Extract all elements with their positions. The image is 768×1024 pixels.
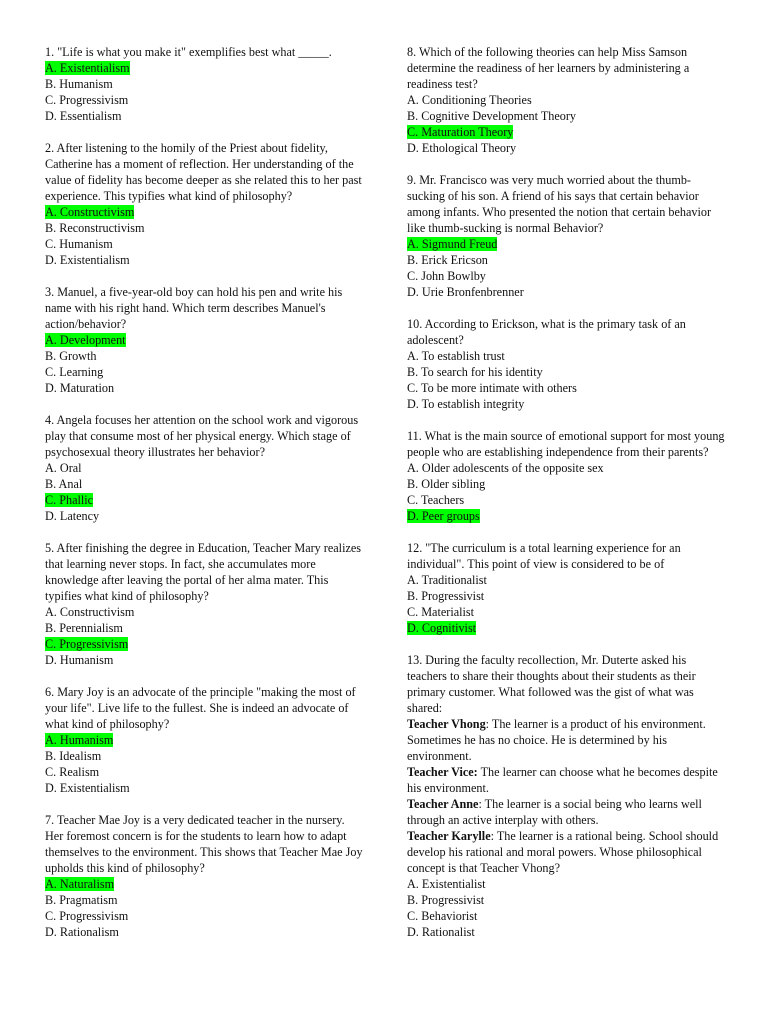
highlighted-answer: D. Cognitivist	[407, 621, 477, 635]
highlighted-answer: A. Existentialism	[45, 61, 130, 75]
option-text: A. Traditionalist	[407, 573, 487, 587]
teacher-statement	[407, 796, 727, 828]
answer-option	[45, 92, 365, 108]
question-text: What is the main source of emotional support for most young people who are establishing independence from their parents?	[407, 429, 725, 459]
question-11	[407, 428, 727, 524]
question-stem	[45, 284, 365, 332]
answer-option	[407, 924, 727, 940]
option-text: A. To establish trust	[407, 349, 505, 363]
answer-option	[45, 60, 365, 76]
question-8	[407, 44, 727, 156]
answer-option	[45, 380, 365, 396]
answer-option	[45, 604, 365, 620]
teacher-statement	[407, 828, 727, 876]
option-text: C. Teachers	[407, 493, 465, 507]
answer-option	[45, 204, 365, 220]
question-stem	[407, 428, 727, 460]
option-text: D. Rationalism	[45, 925, 119, 939]
answer-option	[45, 252, 365, 268]
option-text: D. To establish integrity	[407, 397, 525, 411]
question-number: 4.	[45, 413, 55, 427]
option-text: B. Reconstructivism	[45, 221, 145, 235]
highlighted-answer: A. Sigmund Freud	[407, 237, 498, 251]
answer-option	[45, 108, 365, 124]
answer-option	[45, 636, 365, 652]
answer-option	[407, 508, 727, 524]
question-text: Angela focuses her attention on the school work and vigorous play that consume most of her physical energy. Which stage of psychosexual theory illustrates her behavior?	[45, 413, 359, 459]
option-text: A. Existentialist	[407, 877, 486, 891]
answer-option	[407, 124, 727, 140]
teacher-text: : The learner is a product of his environment. Sometimes he has no choice. He is determined by his environment.	[407, 717, 706, 763]
question-stem	[407, 44, 727, 92]
question-text: Mary Joy is an advocate of the principle "making the most of your life". Live life to the fullest. She is indeed an advocate of what kind of philosophy?	[45, 685, 356, 731]
answer-option	[45, 780, 365, 796]
answer-option	[45, 876, 365, 892]
answer-option	[45, 492, 365, 508]
option-text: D. Humanism	[45, 653, 114, 667]
teacher-statement	[407, 764, 727, 796]
answer-option	[45, 476, 365, 492]
question-10	[407, 316, 727, 412]
option-text: A. Constructivism	[45, 605, 135, 619]
option-text: B. Progressivist	[407, 893, 485, 907]
answer-option	[407, 620, 727, 636]
option-text: B. Perennialism	[45, 621, 123, 635]
answer-option	[407, 588, 727, 604]
question-text: During the faculty recollection, Mr. Duterte asked his teachers to share their thoughts about their students as their primary customer. What followed was the gist of what was shared:	[407, 653, 696, 715]
teacher-name: Teacher Karylle	[407, 829, 491, 843]
question-stem	[45, 540, 365, 604]
answer-option	[407, 572, 727, 588]
answer-option	[45, 924, 365, 940]
answer-option	[45, 652, 365, 668]
question-text: Teacher Mae Joy is a very dedicated teacher in the nursery. Her foremost concern is for the students to learn how to adapt themselves to the environment. This shows that Teacher Mae Joy upholds this kind of philosophy?	[45, 813, 363, 875]
answer-option	[407, 236, 727, 252]
answer-option	[407, 476, 727, 492]
option-text: B. Idealism	[45, 749, 102, 763]
answer-option	[407, 252, 727, 268]
teacher-text: : The learner is a rational being. School should develop his rational and moral powers. Whose philosophical concept is that Teacher Vhong?	[407, 829, 719, 875]
option-text: B. Progressivist	[407, 589, 485, 603]
teacher-name: Teacher Vice:	[407, 765, 478, 779]
option-text: A. Conditioning Theories	[407, 93, 532, 107]
answer-option	[407, 380, 727, 396]
answer-option	[407, 364, 727, 380]
question-stem	[45, 412, 365, 460]
highlighted-answer: A. Development	[45, 333, 126, 347]
answer-option	[45, 348, 365, 364]
answer-option	[407, 268, 727, 284]
teacher-statement	[407, 716, 727, 764]
answer-option	[45, 76, 365, 92]
left-column	[45, 44, 365, 956]
option-text: A. Oral	[45, 461, 82, 475]
highlighted-answer: C. Progressivism	[45, 637, 129, 651]
question-9	[407, 172, 727, 300]
question-5	[45, 540, 365, 668]
highlighted-answer: A. Constructivism	[45, 205, 135, 219]
question-2	[45, 140, 365, 268]
answer-option	[45, 508, 365, 524]
answer-option	[45, 332, 365, 348]
question-7	[45, 812, 365, 940]
highlighted-answer: D. Peer groups	[407, 509, 480, 523]
question-number: 6.	[45, 685, 55, 699]
right-column	[407, 44, 727, 956]
option-text: B. Older sibling	[407, 477, 486, 491]
option-text: D. Existentialism	[45, 781, 130, 795]
option-text: C. Realism	[45, 765, 100, 779]
question-stem	[45, 44, 365, 60]
option-text: C. Humanism	[45, 237, 113, 251]
answer-option	[407, 492, 727, 508]
answer-option	[45, 236, 365, 252]
question-text: Manuel, a five-year-old boy can hold his pen and write his name with his right hand. Which term describes Manuel's action/behavior?	[45, 285, 343, 331]
option-text: D. Urie Bronfenbrenner	[407, 285, 524, 299]
question-1	[45, 44, 365, 124]
question-text: According to Erickson, what is the primary task of an adolescent?	[407, 317, 686, 347]
question-stem	[45, 812, 365, 876]
option-text: D. Essentialism	[45, 109, 122, 123]
option-text: C. To be more intimate with others	[407, 381, 577, 395]
answer-option	[45, 748, 365, 764]
answer-option	[407, 460, 727, 476]
question-text: Which of the following theories can help Miss Samson determine the readiness of her learners by administering a readiness test?	[407, 45, 690, 91]
question-number: 13.	[407, 653, 423, 667]
option-text: D. Existentialism	[45, 253, 130, 267]
option-text: D. Maturation	[45, 381, 115, 395]
option-text: D. Latency	[45, 509, 100, 523]
option-text: A. Older adolescents of the opposite sex	[407, 461, 604, 475]
teacher-name: Teacher Vhong	[407, 717, 486, 731]
option-text: B. Pragmatism	[45, 893, 118, 907]
teacher-name: Teacher Anne	[407, 797, 479, 811]
question-text: "The curriculum is a total learning experience for an individual". This point of view is considered to be of	[407, 541, 681, 571]
answer-option	[407, 876, 727, 892]
teacher-text: The learner can choose what he becomes despite his environment.	[407, 765, 718, 795]
option-text: B. Humanism	[45, 77, 113, 91]
answer-option	[407, 908, 727, 924]
answer-option	[45, 892, 365, 908]
question-number: 1.	[45, 45, 55, 59]
answer-option	[407, 604, 727, 620]
highlighted-answer: A. Naturalism	[45, 877, 115, 891]
option-text: C. Learning	[45, 365, 104, 379]
teacher-text: : The learner is a social being who learns well through an active interplay with others.	[407, 797, 702, 827]
question-stem	[407, 172, 727, 236]
highlighted-answer: C. Phallic	[45, 493, 94, 507]
option-text: C. Behaviorist	[407, 909, 478, 923]
option-text: D. Ethological Theory	[407, 141, 517, 155]
answer-option	[45, 732, 365, 748]
option-text: C. Progressivism	[45, 93, 129, 107]
answer-option	[45, 620, 365, 636]
answer-option	[45, 460, 365, 476]
answer-option	[407, 140, 727, 156]
option-text: B. Growth	[45, 349, 97, 363]
question-number: 7.	[45, 813, 55, 827]
question-number: 9.	[407, 173, 417, 187]
option-text: B. Anal	[45, 477, 83, 491]
answer-option	[45, 220, 365, 236]
question-number: 8.	[407, 45, 417, 59]
question-number: 10.	[407, 317, 423, 331]
question-text: After listening to the homily of the Priest about fidelity, Catherine has a moment of reflection. Her understanding of the value of fidelity has become deeper as she related this to her past experience. This typifies what kind of philosophy?	[45, 141, 362, 203]
question-12	[407, 540, 727, 636]
option-text: C. Materialist	[407, 605, 475, 619]
option-text: C. Progressivism	[45, 909, 129, 923]
question-stem	[45, 140, 365, 204]
option-text: B. To search for his identity	[407, 365, 543, 379]
highlighted-answer: C. Maturation Theory	[407, 125, 514, 139]
question-stem	[407, 316, 727, 348]
question-number: 11.	[407, 429, 422, 443]
option-text: C. John Bowlby	[407, 269, 486, 283]
answer-option	[407, 348, 727, 364]
question-6	[45, 684, 365, 796]
option-text: B. Erick Ericson	[407, 253, 488, 267]
question-stem	[407, 540, 727, 572]
question-13	[407, 652, 727, 940]
answer-option	[407, 92, 727, 108]
answer-option	[407, 284, 727, 300]
answer-option	[45, 908, 365, 924]
answer-option	[407, 108, 727, 124]
answer-option	[407, 892, 727, 908]
question-number: 12.	[407, 541, 423, 555]
question-number: 2.	[45, 141, 55, 155]
question-stem	[45, 684, 365, 732]
answer-option	[407, 396, 727, 412]
question-text: After finishing the degree in Education, Teacher Mary realizes that learning never stops. In fact, she accumulates more knowledge after leaving the portal of her alma mater. This typifies what kind of philosophy?	[45, 541, 362, 603]
highlighted-answer: A. Humanism	[45, 733, 114, 747]
answer-option	[45, 764, 365, 780]
option-text: B. Cognitive Development Theory	[407, 109, 577, 123]
question-text: "Life is what you make it" exemplifies best what _____.	[57, 45, 332, 59]
question-4	[45, 412, 365, 524]
question-number: 3.	[45, 285, 55, 299]
question-text: Mr. Francisco was very much worried about the thumb-sucking of his son. A friend of his says that certain behavior among infants. Who presented the notion that certain behavior like thumb-sucking is normal Behavior?	[407, 173, 712, 235]
answer-option	[45, 364, 365, 380]
question-stem	[407, 652, 727, 716]
question-3	[45, 284, 365, 396]
option-text: D. Rationalist	[407, 925, 475, 939]
question-number: 5.	[45, 541, 55, 555]
